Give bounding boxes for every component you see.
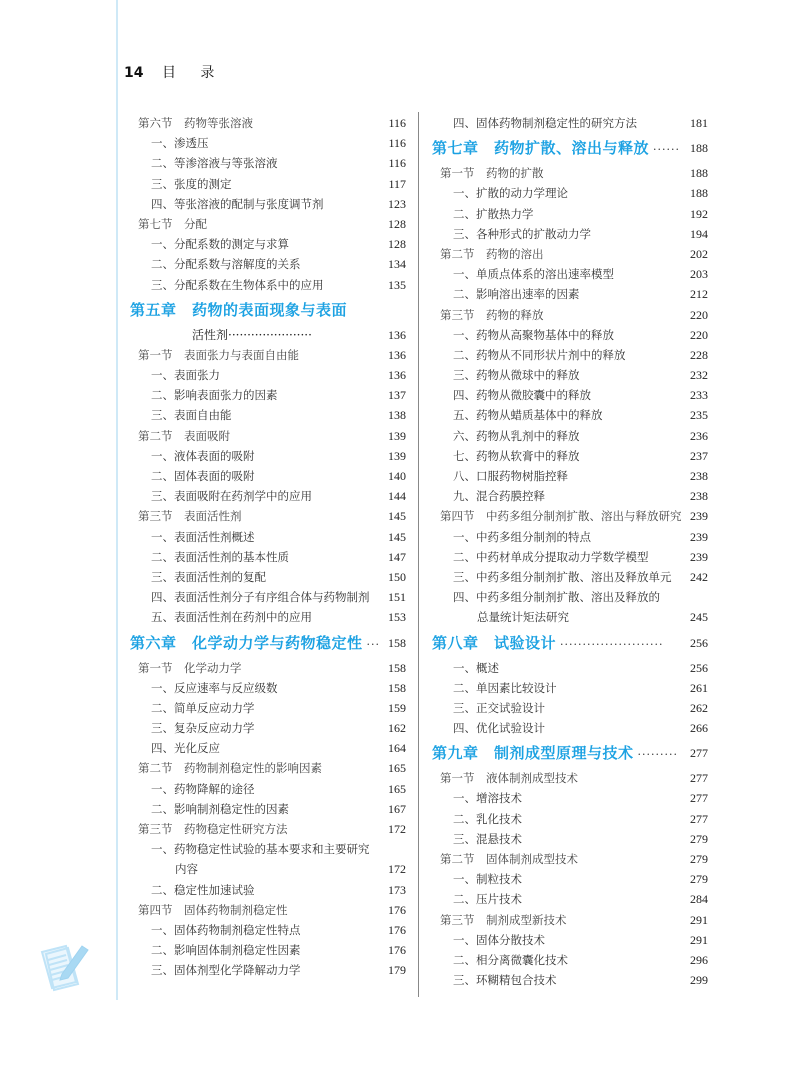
toc-section-entry[interactable] — [432, 849, 708, 869]
entry-title: 二、相分离微囊化技术 — [453, 952, 568, 967]
page-ref: 239 — [690, 529, 708, 544]
toc-subsection-entry[interactable] — [130, 405, 406, 425]
toc-subsection-entry[interactable] — [130, 234, 406, 254]
page-ref: 279 — [690, 831, 708, 846]
toc-section-entry[interactable] — [130, 506, 406, 526]
page-ref: 291 — [690, 932, 708, 947]
toc-subsection-entry[interactable] — [130, 527, 406, 547]
toc-chapter-entry[interactable] — [130, 298, 406, 322]
toc-left-column — [130, 113, 406, 981]
page-ref: 158 — [388, 660, 406, 675]
entry-title: 一、单质点体系的溶出速率模型 — [453, 267, 614, 282]
entry-title: 三、张度的测定 — [151, 176, 232, 191]
entry-title: 七、药物从软膏中的释放 — [453, 448, 580, 463]
toc-subsection-entry[interactable] — [432, 527, 708, 547]
toc-section-entry[interactable] — [432, 768, 708, 788]
page-ref: 150 — [388, 569, 406, 584]
leader-dots: ······················· — [560, 637, 664, 651]
page-ref: 220 — [690, 327, 708, 342]
page-ref: 194 — [690, 226, 708, 241]
page-ref: 261 — [690, 680, 708, 695]
page-ref: 173 — [388, 882, 406, 897]
toc-subsection-entry[interactable] — [130, 567, 406, 587]
entry-title: 第四节 中药多组分制剂扩散、溶出与释放研究 — [440, 509, 682, 524]
page-ref: 181 — [690, 116, 708, 130]
entry-title: 九、混合药膜控释 — [453, 489, 545, 504]
toc-subsection-entry[interactable] — [130, 153, 406, 173]
entry-title: 四、中药多组分制剂扩散、溶出及释放的 — [453, 590, 660, 605]
toc-chapter-entry[interactable] — [130, 631, 406, 655]
entry-title: 二、分配系数与溶解度的关系 — [151, 257, 301, 272]
page-ref: 165 — [388, 761, 406, 776]
page-ref: 203 — [690, 267, 708, 282]
toc-subsection-entry[interactable] — [432, 567, 708, 587]
page-ref: 179 — [388, 963, 406, 978]
page-ref: 151 — [388, 590, 406, 605]
toc-subsection-entry[interactable] — [130, 799, 406, 819]
toc-subsection-entry[interactable] — [130, 678, 406, 698]
toc-subsection-entry[interactable] — [432, 788, 708, 808]
page-ref: 139 — [388, 448, 406, 463]
page-ref: 266 — [690, 721, 708, 736]
toc-subsection-entry[interactable] — [130, 698, 406, 718]
toc-subsection-entry[interactable] — [432, 385, 708, 405]
page-ref: 192 — [690, 206, 708, 221]
entry-title: 三、表面吸附在药剂学中的应用 — [151, 489, 312, 504]
toc-subsection-entry[interactable] — [130, 859, 406, 879]
toc-subsection-entry[interactable] — [432, 405, 708, 425]
page-ref: 159 — [388, 700, 406, 715]
entry-title: 一、扩散的动力学理论 — [453, 186, 568, 201]
margin-rule — [116, 0, 118, 1000]
page-ref: 239 — [690, 549, 708, 564]
toc-section-entry[interactable] — [432, 244, 708, 264]
page-ref: 176 — [388, 902, 406, 917]
entry-title: 二、影响表面张力的因素 — [151, 388, 278, 403]
entry-title: 四、等张溶液的配制与张度调节剂 — [151, 196, 324, 211]
entry-title: 第三节 药物稳定性研究方法 — [138, 822, 288, 836]
entry-title: 一、增溶技术 — [453, 791, 522, 806]
page-ref: 279 — [690, 852, 708, 866]
entry-title: 一、表面活性剂概述 — [151, 529, 255, 544]
toc-subsection-entry[interactable] — [432, 950, 708, 970]
page-ref: 277 — [690, 791, 708, 806]
toc-section-entry[interactable] — [130, 214, 406, 234]
entry-title: 一、中药多组分制剂的特点 — [453, 529, 591, 544]
toc-subsection-entry[interactable] — [432, 224, 708, 244]
entry-title: 三、中药多组分制剂扩散、溶出及释放单元 — [453, 569, 672, 584]
toc-subsection-entry[interactable] — [432, 486, 708, 506]
entry-title: 三、固体剂型化学降解动力学 — [151, 963, 301, 978]
toc-section-entry[interactable] — [130, 658, 406, 678]
column-divider — [418, 112, 419, 997]
page-ref: 167 — [388, 801, 406, 816]
entry-title: 第八章 试验设计 — [432, 633, 557, 652]
notebook-pencil-icon — [36, 938, 92, 994]
page-ref: 147 — [388, 549, 406, 564]
toc-chapter-entry[interactable] — [432, 741, 708, 765]
page-ref: 232 — [690, 368, 708, 383]
page-ref: 158 — [388, 635, 406, 650]
toc-subsection-entry[interactable] — [432, 446, 708, 466]
toc-subsection-entry[interactable] — [130, 779, 406, 799]
toc-section-entry[interactable] — [432, 910, 708, 930]
entry-title: 第一节 液体制剂成型技术 — [440, 771, 578, 786]
toc-subsection-entry[interactable] — [130, 486, 406, 506]
page-ref: 277 — [690, 811, 708, 826]
toc-subsection-entry[interactable] — [130, 133, 406, 153]
leader-dots: ········· — [637, 748, 678, 762]
entry-title: 二、表面活性剂的基本性质 — [151, 549, 289, 564]
entry-title: 二、中药材单成分提取动力学数学模型 — [453, 549, 649, 564]
entry-title: 一、表面张力 — [151, 368, 220, 383]
entry-title: 一、液体表面的吸附 — [151, 448, 255, 463]
page-ref: 245 — [690, 610, 708, 625]
toc-subsection-entry[interactable] — [432, 426, 708, 446]
entry-title: 第二节 表面吸附 — [138, 428, 230, 443]
entry-title: 二、影响制剂稳定性的因素 — [151, 801, 289, 816]
entry-title: 二、压片技术 — [453, 892, 522, 907]
entry-title: 四、药物从微胶囊中的释放 — [453, 388, 591, 403]
running-head — [124, 62, 224, 82]
toc-subsection-entry[interactable] — [432, 889, 708, 909]
page-ref: 164 — [388, 741, 406, 756]
toc-subsection-entry[interactable] — [432, 345, 708, 365]
entry-title: 二、扩散热力学 — [453, 206, 534, 221]
leader-dots: ··· — [366, 637, 381, 651]
toc-subsection-entry[interactable] — [432, 183, 708, 203]
page-ref: 238 — [690, 469, 708, 483]
toc-subsection-entry[interactable] — [130, 254, 406, 274]
page-ref: 128 — [388, 216, 406, 231]
toc-section-entry[interactable] — [130, 426, 406, 446]
page-ref: 136 — [388, 327, 406, 342]
page-ref: 188 — [690, 166, 708, 181]
entry-title: 第一节 表面张力与表面自由能 — [138, 347, 299, 362]
page-ref: 291 — [690, 912, 708, 927]
leader-dots: ······ — [653, 143, 680, 157]
entry-title: 三、表面活性剂的复配 — [151, 569, 266, 584]
toc-subsection-entry[interactable] — [130, 839, 406, 859]
toc-section-entry[interactable] — [130, 345, 406, 365]
toc-subsection-entry[interactable] — [432, 970, 708, 990]
page-ref: 158 — [388, 680, 406, 695]
page-ref: 237 — [690, 448, 708, 463]
toc-subsection-entry[interactable] — [130, 738, 406, 758]
page-ref: 256 — [690, 660, 708, 675]
toc-section-entry[interactable] — [432, 163, 708, 183]
page-ref: 165 — [388, 781, 406, 796]
entry-title: 第七节 分配 — [138, 216, 207, 231]
page-title: 目 录 — [161, 65, 225, 81]
toc-subsection-entry[interactable] — [130, 466, 406, 486]
page-ref: 172 — [388, 822, 406, 836]
entry-title: 二、单因素比较设计 — [453, 680, 557, 695]
page-ref: 202 — [690, 246, 708, 261]
page-ref: 144 — [388, 489, 406, 504]
page-ref: 238 — [690, 489, 708, 504]
entry-title: 三、表面自由能 — [151, 408, 232, 423]
entry-title: 第六章 化学动力学与药物稳定性 — [130, 633, 363, 652]
page-ref: 123 — [388, 196, 406, 211]
page-ref: 176 — [388, 922, 406, 937]
toc-subsection-entry[interactable] — [432, 718, 708, 738]
toc-right-column — [432, 113, 708, 990]
page-ref: 116 — [388, 136, 406, 151]
entry-title: 三、药物从微球中的释放 — [453, 368, 580, 383]
entry-title: 六、药物从乳剂中的释放 — [453, 428, 580, 443]
leader-dots: ······················ — [228, 327, 312, 342]
entry-title: 第一节 化学动力学 — [138, 660, 242, 675]
page-ref: 236 — [690, 428, 708, 443]
page-number: 14 — [124, 65, 144, 81]
page-ref: 116 — [388, 116, 406, 130]
entry-title: 一、概述 — [453, 660, 499, 675]
entry-title: 三、正交试验设计 — [453, 700, 545, 715]
entry-title: 第七章 药物扩散、溶出与释放 — [432, 139, 650, 158]
toc-subsection-entry[interactable] — [432, 113, 708, 133]
entry-title: 二、等渗溶液与等张溶液 — [151, 156, 278, 171]
toc-subsection-entry[interactable] — [130, 275, 406, 295]
page-ref: 140 — [388, 469, 406, 483]
toc-subsection-entry[interactable] — [432, 607, 708, 627]
toc-subsection-entry[interactable] — [130, 718, 406, 738]
page-ref: 299 — [690, 973, 708, 988]
toc-subsection-entry[interactable] — [130, 446, 406, 466]
toc-subsection-entry[interactable] — [432, 547, 708, 567]
entry-title: 二、简单反应动力学 — [151, 700, 255, 715]
toc-subsection-entry[interactable] — [130, 194, 406, 214]
toc-section-entry[interactable] — [130, 758, 406, 778]
entry-title: 二、乳化技术 — [453, 811, 522, 826]
entry-title: 一、药物从高聚物基体中的释放 — [453, 327, 614, 342]
entry-title: 第四节 固体药物制剂稳定性 — [138, 902, 288, 917]
page-ref: 212 — [690, 287, 708, 302]
page-ref: 137 — [388, 388, 406, 403]
toc-subsection-entry[interactable] — [432, 365, 708, 385]
entry-title: 二、影响溶出速率的因素 — [453, 287, 580, 302]
toc-section-entry[interactable] — [432, 506, 708, 526]
entry-title: 第二节 药物的溶出 — [440, 246, 544, 261]
toc-chapter-entry[interactable] — [432, 136, 708, 160]
page-ref: 117 — [388, 176, 406, 191]
toc-subsection-entry[interactable] — [432, 587, 708, 607]
toc-subsection-entry[interactable] — [432, 466, 708, 486]
entry-title: 二、影响固体制剂稳定性因素 — [151, 943, 301, 958]
page-ref: 139 — [388, 428, 406, 443]
toc-subsection-entry[interactable] — [432, 678, 708, 698]
entry-title: 一、药物稳定性试验的基本要求和主要研究 — [151, 842, 370, 857]
entry-title: 四、固体药物制剂稳定性的研究方法 — [453, 116, 637, 130]
page-ref: 277 — [690, 746, 708, 761]
toc-subsection-entry[interactable] — [432, 284, 708, 304]
entry-title: 一、制粒技术 — [453, 872, 522, 887]
toc-subsection-entry[interactable] — [130, 587, 406, 607]
page-ref: 279 — [690, 872, 708, 887]
toc-subsection-entry[interactable] — [130, 920, 406, 940]
entry-title: 第三节 表面活性剂 — [138, 509, 242, 524]
toc-section-entry[interactable] — [130, 819, 406, 839]
toc-subsection-entry[interactable] — [130, 385, 406, 405]
entry-title: 八、口服药物树脂控释 — [453, 469, 568, 483]
toc-subsection-entry[interactable] — [130, 365, 406, 385]
page-ref: 136 — [388, 368, 406, 383]
entry-title: 内容 — [175, 862, 198, 877]
entry-title: 一、分配系数的测定与求算 — [151, 237, 289, 252]
entry-title: 三、环糊精包合技术 — [453, 973, 557, 988]
page-ref: 188 — [690, 186, 708, 201]
toc-subsection-entry[interactable] — [432, 698, 708, 718]
entry-title: 三、分配系数在生物体系中的应用 — [151, 277, 324, 292]
toc-section-entry[interactable] — [130, 113, 406, 133]
entry-title: 一、反应速率与反应级数 — [151, 680, 278, 695]
entry-title: 五、药物从蜡质基体中的释放 — [453, 408, 603, 423]
toc-subsection-entry[interactable] — [130, 960, 406, 980]
page-ref: 284 — [690, 892, 708, 907]
entry-title: 五、表面活性剂在药剂中的应用 — [151, 610, 312, 625]
entry-title: 一、固体分散技术 — [453, 932, 545, 947]
page-ref: 235 — [690, 408, 708, 423]
toc-subsection-entry[interactable] — [432, 204, 708, 224]
page-ref: 277 — [690, 771, 708, 786]
page-ref: 172 — [388, 862, 406, 877]
entry-title: 四、优化试验设计 — [453, 721, 545, 736]
page-ref: 228 — [690, 347, 708, 362]
toc-subsection-entry[interactable] — [130, 174, 406, 194]
entry-title: 一、固体药物制剂稳定性特点 — [151, 922, 301, 937]
entry-title: 第三节 制剂成型新技术 — [440, 912, 567, 927]
page-ref: 296 — [690, 952, 708, 967]
entry-title: 第九章 制剂成型原理与技术 — [432, 744, 634, 763]
entry-title: 三、各种形式的扩散动力学 — [453, 226, 591, 241]
page-ref: 239 — [690, 509, 708, 524]
toc-subsection-entry[interactable] — [432, 325, 708, 345]
entry-title: 第六节 药物等张溶液 — [138, 116, 253, 130]
toc-subsection-entry[interactable] — [130, 607, 406, 627]
toc-subsection-entry[interactable] — [432, 869, 708, 889]
toc-chapter-entry[interactable] — [432, 631, 708, 655]
toc-section-entry[interactable] — [432, 305, 708, 325]
page-ref: 242 — [690, 569, 708, 584]
page-ref: 220 — [690, 307, 708, 322]
entry-title: 一、渗透压 — [151, 136, 209, 151]
entry-title: 四、表面活性剂分子有序组合体与药物制剂 — [151, 590, 370, 605]
entry-title: 第二节 药物制剂稳定性的影响因素 — [138, 761, 322, 776]
entry-title: 第三节 药物的释放 — [440, 307, 544, 322]
entry-title: 第一节 药物的扩散 — [440, 166, 544, 181]
page-ref: 188 — [690, 141, 708, 156]
entry-title: 第二节 固体制剂成型技术 — [440, 852, 578, 866]
page-ref: 138 — [388, 408, 406, 423]
entry-title: 活性剂 — [192, 327, 229, 342]
toc-section-entry[interactable] — [130, 900, 406, 920]
entry-title: 二、固体表面的吸附 — [151, 469, 255, 483]
toc-subsection-entry[interactable] — [432, 658, 708, 678]
entry-title: 三、复杂反应动力学 — [151, 721, 255, 736]
toc-subsection-entry[interactable] — [432, 829, 708, 849]
page-ref: 153 — [388, 610, 406, 625]
page-ref: 145 — [388, 529, 406, 544]
toc-subsection-entry[interactable] — [432, 264, 708, 284]
page-ref: 128 — [388, 237, 406, 252]
page-ref: 145 — [388, 509, 406, 524]
entry-title: 二、稳定性加速试验 — [151, 882, 255, 897]
entry-title: 二、药物从不同形状片剂中的释放 — [453, 347, 626, 362]
entry-title: 四、光化反应 — [151, 741, 220, 756]
toc-subsection-entry[interactable] — [432, 930, 708, 950]
toc-subsection-entry[interactable] — [130, 547, 406, 567]
page-ref: 135 — [388, 277, 406, 292]
toc-subsection-entry[interactable] — [130, 940, 406, 960]
toc-subsection-entry[interactable] — [432, 809, 708, 829]
page-ref: 162 — [388, 721, 406, 736]
toc-subsection-entry[interactable] — [130, 880, 406, 900]
entry-title: 三、混悬技术 — [453, 831, 522, 846]
entry-title: 一、药物降解的途径 — [151, 781, 255, 796]
entry-title: 总量统计矩法研究 — [477, 610, 569, 625]
toc-chapter-entry[interactable] — [130, 325, 406, 345]
page-ref: 134 — [388, 257, 406, 272]
page-ref: 256 — [690, 635, 708, 650]
page-ref: 233 — [690, 388, 708, 403]
page-ref: 116 — [388, 156, 406, 171]
page-ref: 136 — [388, 347, 406, 362]
entry-title: 第五章 药物的表面现象与表面 — [130, 300, 348, 319]
page-ref: 262 — [690, 700, 708, 715]
page-ref: 176 — [388, 943, 406, 958]
